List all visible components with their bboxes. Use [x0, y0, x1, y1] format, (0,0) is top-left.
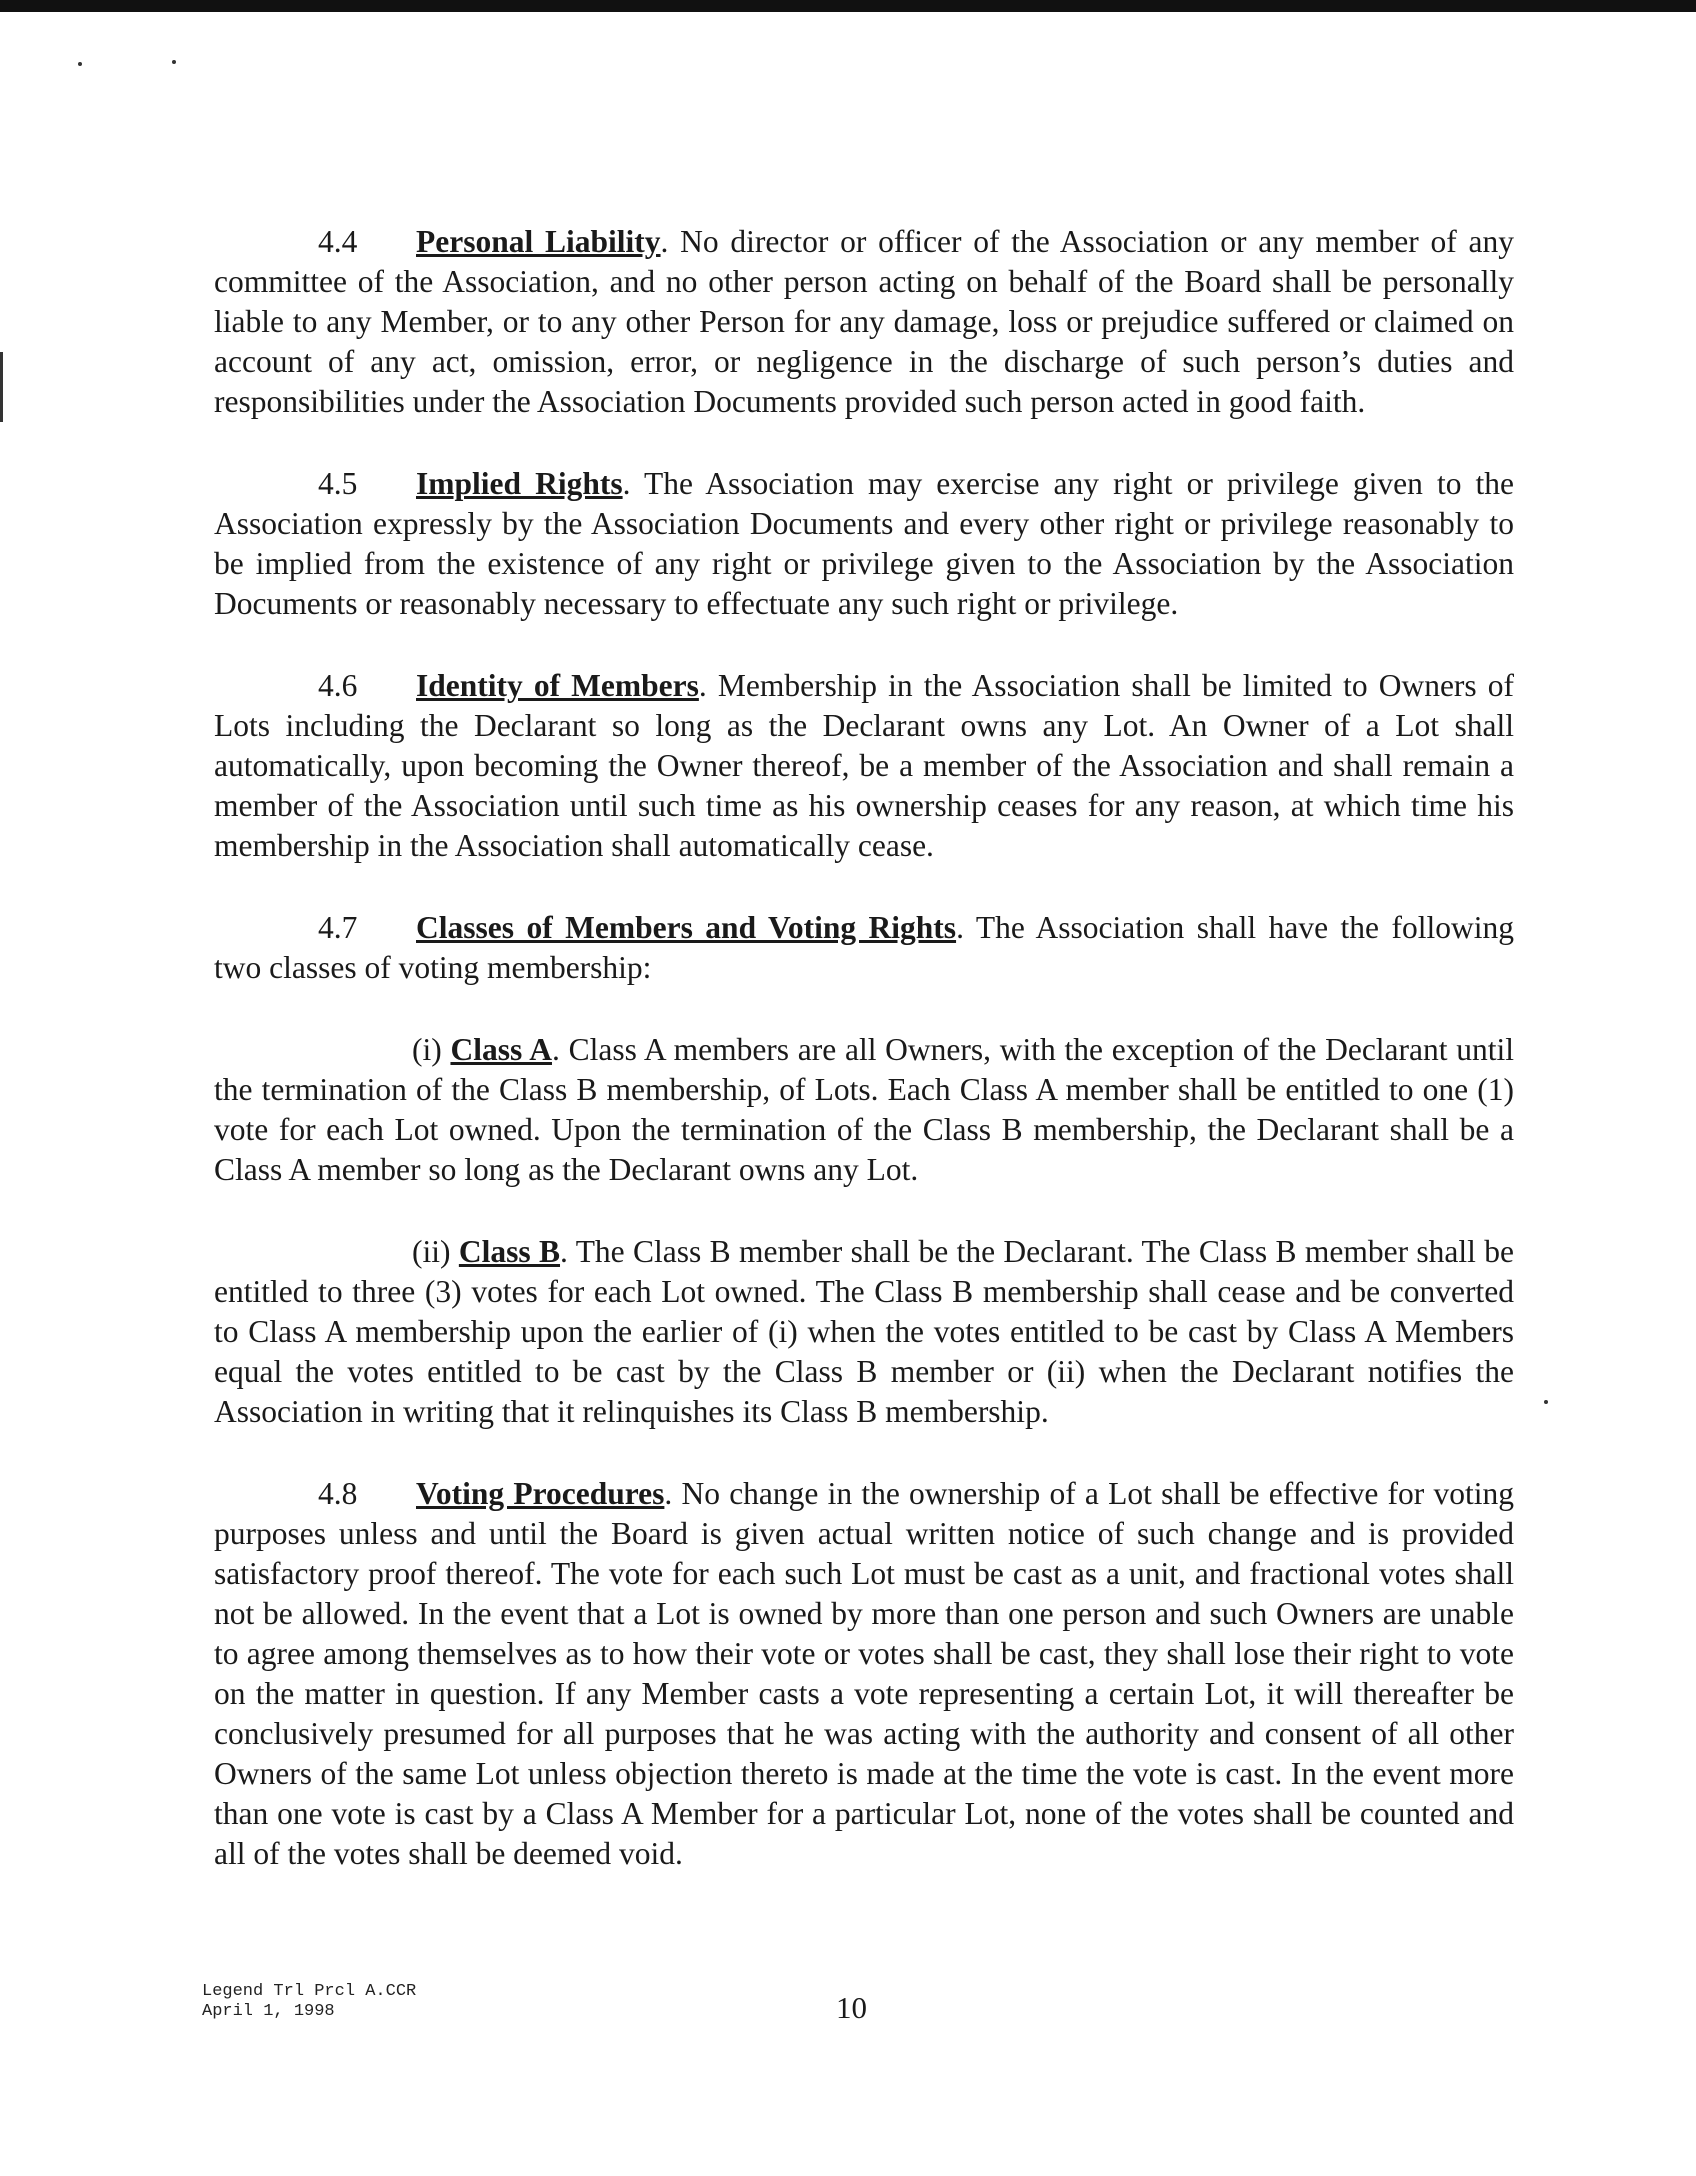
section-text: . The Association may exercise any right or privilege given to the Association expressly by the Association Documents and every other right or privilege reasonably to be implied from the existence of any right or privilege given to the Association by the Association Documents or reasonably necessary to effectuate any such right or privilege.: [214, 466, 1514, 621]
subsection-class-b: [214, 1232, 1514, 1432]
subsection-text: . Class A members are all Owners, with the exception of the Declarant until the termination of the Class B membership, of Lots. Each Class A member shall be entitled to one (1) vote for each Lot owned. Upon the termination of the Class B membership, the Declarant shall be a Class A member so long as the Declarant owns any Lot.: [214, 1032, 1514, 1187]
scan-speck: [172, 60, 176, 64]
section-text: . The Association shall have the following two classes of voting membership:: [214, 910, 1514, 985]
section-4-7: [214, 908, 1514, 988]
subsection-class-a: [214, 1030, 1514, 1190]
section-heading: Identity of Members: [416, 668, 699, 703]
footer-doc-info: [202, 1982, 416, 2022]
subsection-label: (ii): [412, 1234, 451, 1269]
section-number: 4.7: [318, 910, 358, 945]
section-text: . Membership in the Association shall be limited to Owners of Lots including the Declarant so long as the Declarant owns any Lot. An Owner of a Lot shall automatically, upon becoming the Owner thereof, be a member of the Association and shall remain a member of the Association until such time as his ownership ceases for any reason, at which time his membership in the Association shall automatically cease.: [214, 668, 1514, 863]
section-heading: Implied Rights: [416, 466, 623, 501]
section-text: . No director or officer of the Association or any member of any committee of the Association, and no other person acting on behalf of the Board shall be personally liable to any Member, or to any other Person for any damage, loss or prejudice suffered or claimed on account of any act, omission, error, or negligence in the discharge of such person’s duties and responsibilities under the Association Documents provided such person acted in good faith.: [214, 224, 1514, 419]
section-heading: Voting Procedures: [416, 1476, 665, 1511]
footer-doc-ref: Legend Trl Prcl A.CCR: [202, 1982, 417, 2001]
scan-edge-mark: [0, 352, 3, 422]
section-4-6: [214, 666, 1514, 866]
section-text: . No change in the ownership of a Lot shall be effective for voting purposes unless and until the Board is given actual written notice of such change and is provided satisfactory proof thereof. The vote for each such Lot must be cast as a unit, and fractional votes shall not be allowed. In the event that a Lot is owned by more than one person and such Owners are unable to agree among themselves as to how their vote or votes shall be cast, they shall lose their right to vote on the matter in question. If any Member casts a vote representing a certain Lot, it will thereafter be conclusively presumed for all purposes that he was acting with the authority and consent of all other Owners of the same Lot unless objection thereto is made at the time the vote is cast. In the event more than one vote is cast by a Class A Member for a particular Lot, none of the votes shall be counted and all of the votes shall be deemed void.: [214, 1476, 1514, 1871]
section-4-8: [214, 1474, 1514, 1874]
section-number: 4.5: [318, 466, 358, 501]
scan-speck: [78, 62, 82, 66]
section-number: 4.8: [318, 1476, 358, 1511]
section-heading: Classes of Members and Voting Rights: [416, 910, 957, 945]
section-4-4: [214, 222, 1514, 422]
scan-speck: [1544, 1400, 1548, 1404]
scan-top-border: [0, 0, 1696, 12]
subsection-label: (i): [412, 1032, 442, 1067]
subsection-text: . The Class B member shall be the Declarant. The Class B member shall be entitled to three (3) votes for each Lot owned. The Class B membership shall cease and be converted to Class A membership upon the earlier of (i) when the votes entitled to be cast by Class A Members equal the votes entitled to be cast by the Class B member or (ii) when the Declarant notifies the Association in writing that it relinquishes its Class B membership.: [214, 1234, 1515, 1429]
section-4-5: [214, 464, 1514, 624]
section-heading: Personal Liability: [416, 224, 661, 259]
subsection-heading: Class B: [458, 1234, 561, 1269]
section-number: 4.4: [318, 224, 358, 259]
document-body: [214, 222, 1514, 1916]
section-number: 4.6: [318, 668, 358, 703]
page-number: 10: [836, 1990, 867, 2025]
subsection-heading: Class A: [450, 1032, 552, 1067]
footer-date: April 1, 1998: [202, 2002, 335, 2021]
